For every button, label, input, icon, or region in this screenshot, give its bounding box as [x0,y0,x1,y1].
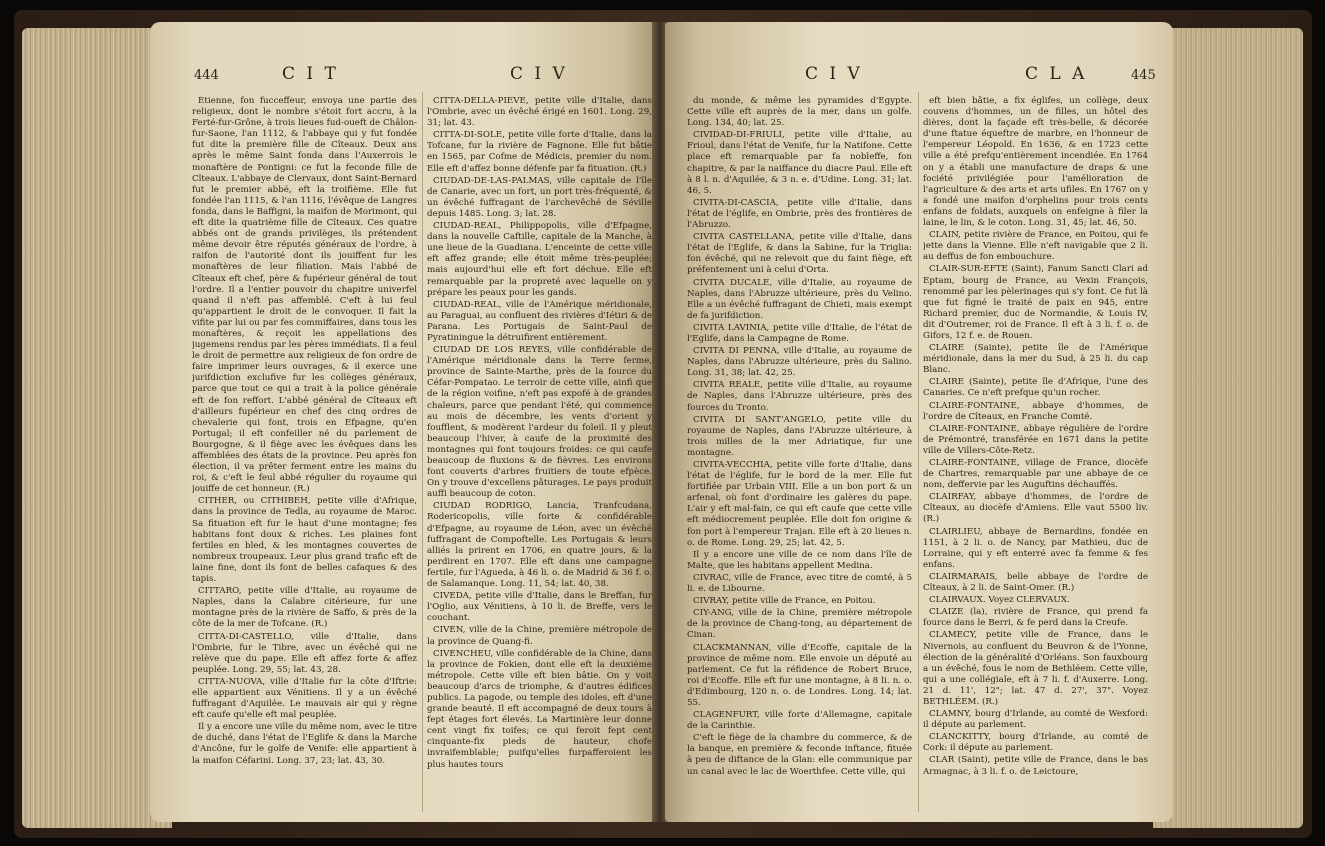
right-column-1 [687,96,912,796]
entry-paragraph: Il y a encore une ville du même nom, avec le titre de duché, dans l'état de l'Eglife & dans la Marche d'Ancône, fur le golfe de Venife: elle appartient à la maifon Céfarini. Long. 37, 23; lat. 43, 30. [192,722,417,766]
entry-paragraph: du monde, & même les pyramides d'Egypte. Cette ville eft auprès de la mer, dans un golfe. Long. 134, 40; lat. 25. [687,96,912,129]
entry-paragraph: CITTA-NUOVA, ville d'Italie fur la côte d'Iftrie: elle appartient aux Vénitiens. Il y a un évêché fuffragant d'Aquilée. Le mauvais air qui y règne eft caufe qu'elle eft mal peuplée. [192,676,417,721]
entry-paragraph: CITTARO, petite ville d'Italie, au royaume de Naples, dans la Calabre citérieure, fur une montagne près de la rivière de Saffo, & près de la côte de la mer de Tofcane. (R.) [192,586,417,630]
left-running-head-1: C I T [282,64,339,84]
left-page-header [150,64,655,90]
entry-paragraph: CIVITA DI SANT'ANGELO, petite ville du royaume de Naples, dans l'Abruzze ultérieure, à trois milles de la mer Adriatique, fur une montagne. [687,414,912,458]
right-page-header [665,64,1173,90]
entry-paragraph: CIUDAD-DE-LAS-PALMAS, ville capitale de l'île de Canarie, avec un fort, un port très-fréquenté, & un évêché fuffragant de l'archevêché de Séville depuis 1485. Long. 3; lat. 28. [427,175,652,219]
entry-paragraph: CIVEN, ville de la Chine, première métropole de la province de Quang-fi. [427,625,652,647]
entry-paragraph: CLAIRVAUX. Voyez CLERVAUX. [929,595,1070,606]
entry-paragraph: CIVITA CASTELLANA, petite ville d'Italie, dans l'état de l'Eglife, & dans la Sabine, fur la Triglia: fon évêché, qui ne relevoit que du faint fiège, eft préfentement uni à celui d'Orta. [687,232,912,276]
entry-paragraph: CLAIRE-FONTAINE, village de France, diocèfe de Chartres, remarquable par une abbaye de ce nom, deffervie par les Auguftins déchauffés. [923,458,1148,491]
entry-paragraph: CLAIZE (la), rivière de France, qui prend fa fource dans le Berri, & fe perd dans la Creufe. [923,607,1148,629]
entry-paragraph: CLAMECY, petite ville de France, dans le Nivernois, au confluent du Beuvron & de l'Yonne, élection de la généralité d'Orléans. Son fauxbourg a un évêché, fous le nom de Bethléem. Cette ville, qui a une collégiale, eft à 7 li. f. d'Auxerre. Long. 21 d. 11', 12"; lat. 47 d. 27', 37". Voyez BETHLÉEM. (R.) [923,630,1148,707]
right-page-number: 445 [1131,68,1156,83]
entry-paragraph: CLAIRE-FONTAINE, abbaye régulière de l'ordre de Prémontré, transférée en 1671 dans la petite ville de Villers-Côte-Retz. [923,423,1148,456]
entry-paragraph: CIVITA LAVINIA, petite ville d'Italie, de l'état de l'Eglife, dans la Campagne de Rome. [687,322,912,344]
entry-paragraph: CIVITA DUCALE, ville d'Italie, au royaume de Naples, dans l'Abruzze ultérieure, près du Velino. Elle a un évêché fuffragant de Chieti, mais exempt de fa jurifdiction. [687,277,912,321]
left-page-number: 444 [194,68,219,83]
entry-paragraph: CLAIRFAY, abbaye d'hommes, de l'ordre de Cîteaux, au diocèfe d'Amiens. Elle vaut 5500 liv. (R.) [923,492,1148,525]
entry-paragraph: Il y a encore une ville de ce nom dans l'île de Malte, que les habitans appellent Medina. [687,549,912,571]
entry-paragraph: Étienne, fon fucceffeur, envoya une partie des religieux, dont le nombre s'étoit fort accru, à la Ferté-fur-Grône, à trois lieues fud-oueft de Châlon-fur-Saone, l'an 1112, & l'abbaye qui y fut fondée fut dite la première fille de Cîteaux. Deux ans après le même Saint fonda dans l'Auxerrois le monaftère de Pontigni: ce fut la feconde fille de Cîteaux. L'abbaye de Clervaux, dont Saint-Bernard fut le premier abbé, eft la troifième. Elle fut fondée l'an 1115, & l'an 1116, l'évêque de Langres fonda, dans le Baffigni, la maifon de Morimont, qui eft dite la quatrième fille de Cîteaux. Ces quatre abbés ont de grands privilèges, ils prétendent même devoir être réputés généraux de l'ordre, à raifon de l'autorité dont ils jouiffent fur les monaftères de leur filiation. Mais l'abbé de Cîteaux eft chef, père & fupérieur général de tout l'ordre. Il a l'entier pouvoir du chapitre univerfel quand il n'eft pas affemblé. C'eft à lui feul qu'appartient le droit de le convoquer. Il fait la vifite par lui ou par fes commiffaires, dans tous les monaftères, & reçoit les appellations des jugemens rendus par les pères immédiats. Il a feul le droit de permettre aux religieux de fon ordre de faire imprimer leurs ouvrages, & il exerce une jurifdiction exclufive fur les collèges généraux, parce que tout ce qui a trait à la police générale eft de fon reffort. L'abbé général de Cîteaux eft d'ailleurs fupérieur en chef des cinq ordres de chevalerie qui font, trois en Efpagne, qu'en Portugal; il eft confeiller né du parlement de Bourgogne, & il fiège avec les évêques dans les affemblées des états de la province. Peu après fon élection, il va prêter ferment entre les mains du roi, & c'eft le feul abbé régulier du royaume qui jouiffe de cet honneur. (R.) [192,96,417,495]
entry-paragraph: CIVITA-DI-CASCIA, petite ville d'Italie, dans l'état de l'églife, en Ombrie, près des frontières de l'Abruzzo. [687,197,912,231]
entry-paragraph: eft bien bâtie, a fix églifes, un collège, deux couvens d'hommes, un de filles, un hôtel des dières, dont la façade eft très-belle, & décorée d'une ftatue équeftre de marbre, en l'honneur de l'empereur Léopold. En 1636, & en 1723 cette ville a été prefqu'entièrement incendiée. En 1764 on y a établi une manufacture de draps & une fociété privilégiée pour l'amélioration de l'agriculture & des arts et arts ufiles. En 1767 on y a fondé une maifon d'orphelins pour trois cents enfans de foldats, auxquels on enfeigne à filer la laine, le lin, & le coton. Long. 31, 45; lat. 46, 50. [923,96,1148,229]
entry-paragraph: CIVENCHEU, ville confidérable de la Chine, dans la province de Fokien, dont elle eft la deuxième métropole. Cette ville eft bien bâtie. On y voit beaucoup d'arcs de triomphe, & d'autres édifices publics. La pagode, ou temple des idoles, eft d'une grande beauté. Il eft accompagné de deux tours à fept étages fort élevés. La Martinière leur donne cent vingt fix toifes; ce qui feroit fept cent cinquante-fix pieds de hauteur, chofe invraifemblable; puifqu'elles furpafferoient les plus hautes tours [427,648,652,770]
entry-paragraph: CIVITA-VECCHIA, petite ville forte d'Italie, dans l'état de l'églife, fur le bord de la mer. Elle fut fortifiée par Urbain VIII. Elle a un bon port & un arfenal, où font d'ordinaire les galères du pape. L'air y eft mal-fain, ce qui eft caufe que cette ville eft médiocrement peuplée. Elle doit fon origine & fon port à l'empereur Trajan. Elle eft à 20 lieues n. o. de Rome. Long. 29, 25; lat. 42, 5. [687,460,912,548]
entry-paragraph: CIVITA REALE, petite ville d'Italie, au royaume de Naples, dans l'Abruzze ultérieure, près des fources du Tronto. [687,380,912,413]
entry-paragraph: CIVRAY, petite ville de France, en Poitou. [693,596,876,607]
entry-paragraph: CITTA-DELLA-PIEVE, petite ville d'Italie, dans l'Ombrie, avec un évêché érigé en 1601. Long. 29, 31; lat. 43. [427,96,652,129]
entry-paragraph: CLANCKITTY, bourg d'Irlande, au comté de Cork: il députe au parlement. [923,732,1148,754]
entry-paragraph: CLAIRE (Sainte), petite île de l'Amérique méridionale, dans la mer du Sud, à 25 li. du cap Blanc. [923,343,1148,376]
column-rule [918,92,919,812]
right-page-edges [1153,28,1303,828]
entry-paragraph: CIVIDAD-DI-FRIULI, petite ville d'Italie, au Frioul, dans l'état de Venife, fur la Natifone. Cette place eft remarquable par fa nobleffe, fon chapitre, & par la naiffance du diacre Paul. Elle eft à 8 l. n. d'Aquilée, & 3 n. e. d'Udine. Long. 31; lat. 46, 5. [687,130,912,196]
entry-paragraph: CLAIRLIEU, abbaye de Bernardins, fondée en 1151, à 2 li. o. de Nancy, par Mathieu, duc de Lorraine, qui y eft enterré avec fa femme & fes enfans. [923,526,1148,570]
entry-paragraph: CIY-ANG, ville de la Chine, première métropole de la province de Chang-tong, au département de Cinan. [687,608,912,641]
entry-paragraph: CLAR (Saint), petite ville de France, dans le bas Armagnac, à 3 li. f. o. de Leictoure, [923,755,1148,777]
left-running-head-2: C I V [510,64,568,84]
entry-paragraph: CITHER, ou CITHIBEH, petite ville d'Afrique, dans la province de Tedla, au royaume de Maroc. Sa fituation eft fur le haut d'une montagne; fes habitans font doux & riches. Les plaines font fertiles en bled, & les montagnes couvertes de nombreux troupeaux. Leur plus grand trafic eft de laine fine, dont ils font de belles cafaques & des tapis. [192,496,417,585]
entry-paragraph: CITTA-DI-SOLE, petite ville forte d'Italie, dans la Tofcane, fur la rivière de Fagnone. Elle fut bâtie en 1565, par Cofme de Médicis, premier du nom. Elle eft d'affez bonne défenfe par fa fituation. (R.) [427,130,652,174]
left-column-2 [427,96,652,796]
entry-paragraph: CLAIR-SUR-EFTE (Saint), Fanum Sancti Clari ad Eptam, bourg de France, au Vexin François, renommé par les pèlerinages qui s'y font. Ce fut là que fut figné le traité de paix en 945, entre Richard premier, duc de Normandie, & Louis IV, dit d'Outremer, roi de France. Il eft à 3 li. f. o. de Gifors, 12 f. e. de Rouen. [923,264,1148,341]
entry-paragraph: CLAIRE (Sainte), petite île d'Afrique, l'une des Canaries. Ce n'eft prefque qu'un rocher. [923,377,1148,399]
entry-paragraph: C'eft le fiège de la chambre du commerce, & de la banque, en première & feconde inftance, fituée à peu de diftance de la Glan: elle communique par un canal avec le lac de Woerthfee. Cette ville, qui [687,733,912,777]
entry-paragraph: CLAGENFURT, ville forte d'Allemagne, capitale de la Carinthie. [687,710,912,732]
entry-paragraph: CIUDAD RODRIGO, Lancia, Tranfcudana, Rodericopolis, ville forte & confidérable d'Efpagne, au royaume de Léon, avec un évêché fuffragant de Compoftelle. Les Portugais & leurs alliés la prirent en 1706, en quatre jours, & la perdirent en 1707. Elle eft dans une campagne fertile, fur l'Agueda, à 46 li. o. de Madrid & 36 f. o. de Salamanque. Long. 11, 54; lat. 40, 38. [427,501,652,590]
entry-paragraph: CIUDAD-REAL, Philippopolis, ville d'Efpagne, dans la nouvelle Caftille, capitale de la Manche, à une lieue de la Guadiana. L'enceinte de cette ville eft affez grande; elle étoit même très-peuplée; mais aujourd'hui elle eft fort déchue. Elle eft remarquable par la propreté avec laquelle on y prépare les peaux pour les gands. [427,221,652,298]
right-column-2 [923,96,1148,796]
left-page [150,22,655,822]
entry-paragraph: CLAMNY, bourg d'Irlande, au comté de Wexford: il députe au parlement. [923,709,1148,731]
right-page [665,22,1173,822]
right-running-head-2: C L A [1025,64,1088,84]
entry-paragraph: CIUDAD-REAL, ville de l'Amérique méridionale, au Paraguai, au confluent des rivières d'Iétiri & de Parana. Les Portugais de Saint-Paul de Pyratiningue la détruifirent entièrement. [427,299,652,343]
entry-paragraph: CLAIN, petite rivière de France, en Poitou, qui fe jette dans la Vienne. Elle n'eft navigable que 2 li. au deffus de fon embouchure. [923,230,1148,263]
entry-paragraph: CIVRAC, ville de France, avec titre de comté, à 5 li. e. de Libourne. [687,572,912,595]
entry-paragraph: CITTA-DI-CASTELLO, ville d'Italie, dans l'Ombrie, fur le Tibre, avec un évêché qui ne relève que du pape. Elle eft affez forte & affez peuplée. Long. 29, 55; lat. 43, 28. [192,631,417,675]
left-column-1 [192,96,417,796]
entry-paragraph: CIVITA DI PENNA, ville d'Italie, au royaume de Naples, dans l'Abruzze ultérieure, près du Salino. Long. 31, 38; lat. 42, 25. [687,346,912,379]
right-running-head-1: C I V [805,64,863,84]
entry-paragraph: CLACKMANNAN, ville d'Ecoffe, capitale de la province de même nom. Elle envoie un député au parlement. Ce fut la réfidence de Robert Bruce, roi d'Ecoffe. Elle eft fur une montagne, à 8 li. n. o. d'Edimbourg, 120 n. o. de Londres. Long. 14; lat. 55. [687,642,912,708]
entry-paragraph: CLAIRMARAIS, belle abbaye de l'ordre de Cîteaux, à 2 li. de Saint-Omer. (R.) [923,571,1148,594]
entry-paragraph: CIVEDA, petite ville d'Italie, dans le Breffan, fur l'Oglio, aux Vénitiens, à 10 li. de Breffe, vers le couchant. [427,591,652,624]
column-rule [422,92,423,812]
entry-paragraph: CIUDAD DE LOS REYES, ville confidérable de l'Amérique méridionale dans la Terre ferme, province de Sainte-Marthe, près de la fource du Céfar-Pompatao. Le terroir de cette ville, ainfi que de la région voifine, n'eft pas expofé à de grandes chaleurs, parce que pendant l'été, qui commence au mois de décembre, les vents d'orient y foufflent, & modèrent l'ardeur du foleil. Il y pleut beaucoup l'hiver, à caufe de la proximité des montagnes qui font toujours froides: ce qui caufe beaucoup de fluxions & de fièvres. Les environs font couverts d'arbres fruitiers de toute efpèce. On y trouve d'excellens pâturages. Le pays produit auffi beaucoup de coton. [427,345,652,500]
entry-paragraph: CLAIRE-FONTAINE, abbaye d'hommes, de l'ordre de Cîteaux, en Franche Comté. [923,400,1148,422]
